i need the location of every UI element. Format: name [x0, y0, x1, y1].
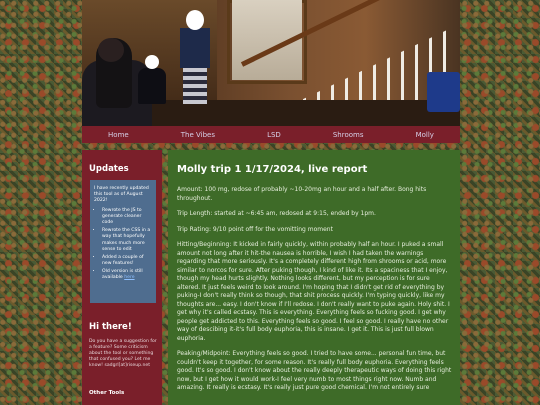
hi-there-text: Do you have a suggestion for a feature? Some criticism about the tool or something that confused you? Let me know! sadgrl[at]riseup.net — [89, 339, 157, 369]
other-tools-title: Other Tools — [89, 390, 125, 396]
nav-the-vibes[interactable]: The Vibes — [180, 130, 215, 139]
updates-item: • Added a couple of new features! — [102, 255, 152, 267]
hi-there-title: Hi there! — [89, 322, 132, 332]
article-paragraph: Peaking/Midpoint: Everything feels so good. I tried to have some... personal fun time, but couldn't keep it together, for some reason. It's really full body euphoria. Everything feels good. It's so good. I don't know about the really deeply therapeutic ways of doing this right now, but I get how it would work-I feel very numb to most things right now. Numb and amazing. It really is ecstasy. It's really just pure good chemical. I'm not entirely sure — [177, 350, 452, 392]
nav-molly[interactable]: Molly — [415, 130, 434, 139]
banner-standing-person — [180, 28, 210, 68]
sidebar — [82, 150, 162, 405]
updates-title: Updates — [89, 164, 129, 174]
banner-person-seated-head — [98, 38, 124, 62]
old-version-text: Old version is still available — [102, 268, 143, 280]
banner-photo — [82, 0, 460, 126]
updates-intro: I have recently updated this tool as of August 2022! — [94, 186, 149, 204]
updates-item: • Rewrote the JS to generate cleaner code — [102, 208, 152, 226]
article-body — [177, 186, 454, 400]
article-paragraph: Trip Length: started at ~6:45 am, redosed at 9:15, ended by 1pm. — [177, 210, 376, 218]
article-paragraph: Trip Rating: 9/10 point off for the vomitting moment — [177, 225, 333, 233]
updates-item: • Rewrote the CSS in a way that hopefully makes much more sense to edit — [102, 228, 152, 252]
top-nav — [82, 126, 460, 143]
nav-shrooms[interactable]: Shrooms — [332, 130, 364, 139]
page-title: Molly trip 1 1/17/2024, live report — [177, 164, 368, 175]
banner-standing-face-blur — [186, 10, 204, 30]
banner-child-face-blur — [145, 55, 159, 69]
nav-home[interactable]: Home — [108, 130, 129, 139]
nav-lsd[interactable]: LSD — [267, 130, 281, 139]
old-version-link[interactable]: here — [124, 274, 135, 280]
article-paragraph: Amount: 100 mg, redose of probably ~10-20mg an hour and a half after. Bong hits throughout. — [177, 186, 427, 202]
updates-list — [94, 208, 152, 281]
article-paragraph: Hitting/Beginning: It kicked in fairly quickly, within probably half an hour. I puked a small amount not long after it hit-the nausea is horrible, I wish I had taken the warnings regarding that more seriously. It's a completely different high from shrooms or acid, more similar to norcos for sure. After puking though, I kind of like it. Its a spaciness that I enjoy, though my head hurts slightly. Nothing looks different, but my perception is for sure altered. It just feels weird to look around. I'm hoping that I didn't get rid of everything by puking-I don't really think so though, that shit process quickly. I'm typing quickly, like my thoughts are... easy. I don't know if I'll redose. I don't really want to puke again. Holy shit. I get why it's called ecstasy. This is everything. Everything feels so fucking good. I get why people get addicted to this. Everything feels so good. I feel so good. I really have no other way of descibing it-it's full body euphoria, this is insane. I get it. This is just full blown euphoria. — [177, 241, 450, 342]
banner-child-body — [138, 68, 166, 104]
banner-standing-person-legs — [183, 68, 207, 104]
updates-box — [90, 180, 156, 303]
updates-item-old-version — [102, 269, 152, 281]
main-content — [168, 150, 460, 405]
banner-blue-bucket — [427, 72, 460, 112]
